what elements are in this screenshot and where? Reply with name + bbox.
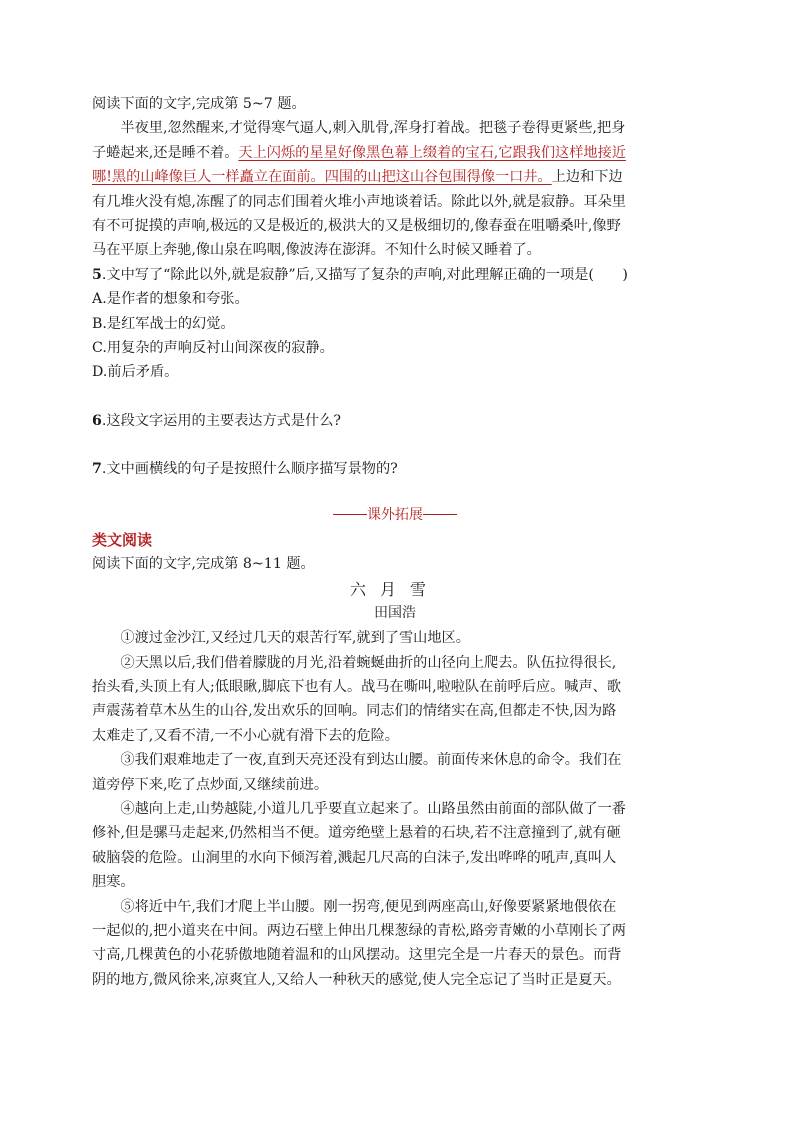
question-7 (92, 457, 698, 481)
passage-line: 半夜里,忽然醒来,才觉得寒气逼人,刺入肌骨,浑身打着战。把毯子卷得更紧些,把身 (120, 120, 626, 137)
passage-line: 有几堆火没有熄,冻醒了的同志们围着火堆小声地谈着话。除此以外,就是寂静。耳朵里 (92, 193, 626, 210)
passage-line (92, 141, 698, 165)
passage-line: ③我们艰难地走了一夜,直到天亮还没有到达山腰。前面传来休息的命令。我们在 (120, 752, 622, 769)
passage-line: 有不可捉摸的声响,极远的又是极近的,极洪大的又是极细切的,像春蚕在咀嚼桑叶,像野 (92, 218, 621, 235)
question-number: 5 (92, 266, 102, 283)
banner-text: 课外拓展 (367, 506, 423, 523)
passage-line: 声震荡着草木丛生的山谷,发出欢乐的回响。同志们的情绪实在高,但都走不快,因为路 (92, 703, 617, 720)
banner-rule-left (333, 514, 367, 515)
section-title: 类文阅读 (92, 530, 153, 549)
section-banner (92, 502, 698, 528)
passage-line: ①渡过金沙江,又经过几天的艰苦行军,就到了雪山地区。 (120, 630, 470, 647)
passage-line: ④越向上走,山势越陡,小道儿几乎要直立起来了。山路虽然由前面的部队做了一番 (120, 800, 626, 817)
option-a: A.是作者的想象和夸张。 (92, 291, 249, 308)
article-author: 田国浩 (374, 605, 416, 622)
passage-line: 阴的地方,微风徐来,凉爽宜人,又给人一种秋天的感觉,使人完全忘记了当时正是夏天。 (92, 971, 621, 988)
instruction-part2: 阅读下面的文字,完成第 8~11 题。 (92, 555, 315, 572)
passage-line: ⑤将近中午,我们才爬上半山腰。刚一拐弯,便见到两座高山,好像要紧紧地偎依在 (120, 898, 617, 915)
option-c: C.用复杂的声响反衬山间深夜的寂静。 (92, 340, 334, 357)
passage-text: 上边和下边 (551, 169, 623, 186)
instruction-part1: 阅读下面的文字,完成第 5~7 题。 (92, 96, 306, 112)
paragraph-5 (92, 895, 698, 993)
passage-line: ②天黑以后,我们借着朦胧的月光,沿着蜿蜒曲折的山径向上爬去。队伍拉得很长, (120, 654, 617, 671)
passage-part1 (92, 116, 698, 262)
question-stem (92, 263, 698, 287)
underlined-sentence: 哪!黑的山峰像巨人一样矗立在面前。四围的山把这山谷包围得像一口井。 (92, 169, 552, 186)
passage-line: 一起似的,把小道夹在中间。两边石壁上伸出几棵葱绿的青松,路旁青嫩的小草刚长了两 (92, 922, 626, 939)
banner-rule-right (423, 514, 457, 515)
paragraph-3 (92, 748, 698, 797)
paragraph-1 (92, 626, 698, 650)
question-text: .这段文字运用的主要表达方式是什么? (101, 412, 341, 429)
passage-line: 修补,但是骡马走起来,仍然相当不便。道旁绝壁上悬着的石块,若不注意撞到了,就有砸 (92, 825, 621, 842)
question-number: 7 (92, 461, 102, 478)
question-6 (92, 409, 698, 433)
question-text: .文中画横线的句子是按照什么顺序描写景物的? (101, 461, 398, 478)
question-text: .文中写了“除此以外,就是寂静”后,又描写了复杂的声响,对此理解正确的一项是( ) (101, 266, 628, 283)
question-5 (92, 263, 698, 385)
article-title: 六月雪 (349, 580, 440, 600)
passage-text: 子蜷起来,还是睡不着。 (92, 144, 239, 161)
underlined-sentence: 天上闪烁的星星好像黑色幕上缀着的宝石,它跟我们这样地接近 (238, 144, 626, 161)
paragraph-4 (92, 797, 698, 895)
passage-line: 太难走了,又看不清,一不小心就有滑下去的危险。 (92, 727, 399, 744)
question-number: 6 (92, 412, 102, 429)
passage-line: 胆寒。 (92, 874, 135, 891)
passage-line (92, 165, 698, 189)
passage-line: 破脑袋的危险。山涧里的水向下倾泻着,溅起几尺高的白沫子,发出哗哗的吼声,真叫人 (92, 849, 617, 866)
passage-line: 抬头看,头顶上有人;低眼瞅,脚底下也有人。战马在嘶叫,啦啦队在前呼后应。喊声、歌 (92, 678, 622, 695)
worksheet-page (92, 92, 698, 992)
passage-line: 马在平原上奔驰,像山泉在呜咽,像波涛在澎湃。不知什么时候又睡着了。 (92, 242, 541, 259)
passage-line: 寸高,几棵黄色的小花骄傲地随着温和的山风摆动。这里完全是一片春天的景色。而背 (92, 947, 622, 964)
paragraph-2 (92, 651, 698, 749)
option-b: B.是红军战士的幻觉。 (92, 315, 235, 332)
option-d: D.前后矛盾。 (92, 364, 179, 381)
passage-line: 道旁停下来,吃了点炒面,又继续前进。 (92, 776, 329, 793)
